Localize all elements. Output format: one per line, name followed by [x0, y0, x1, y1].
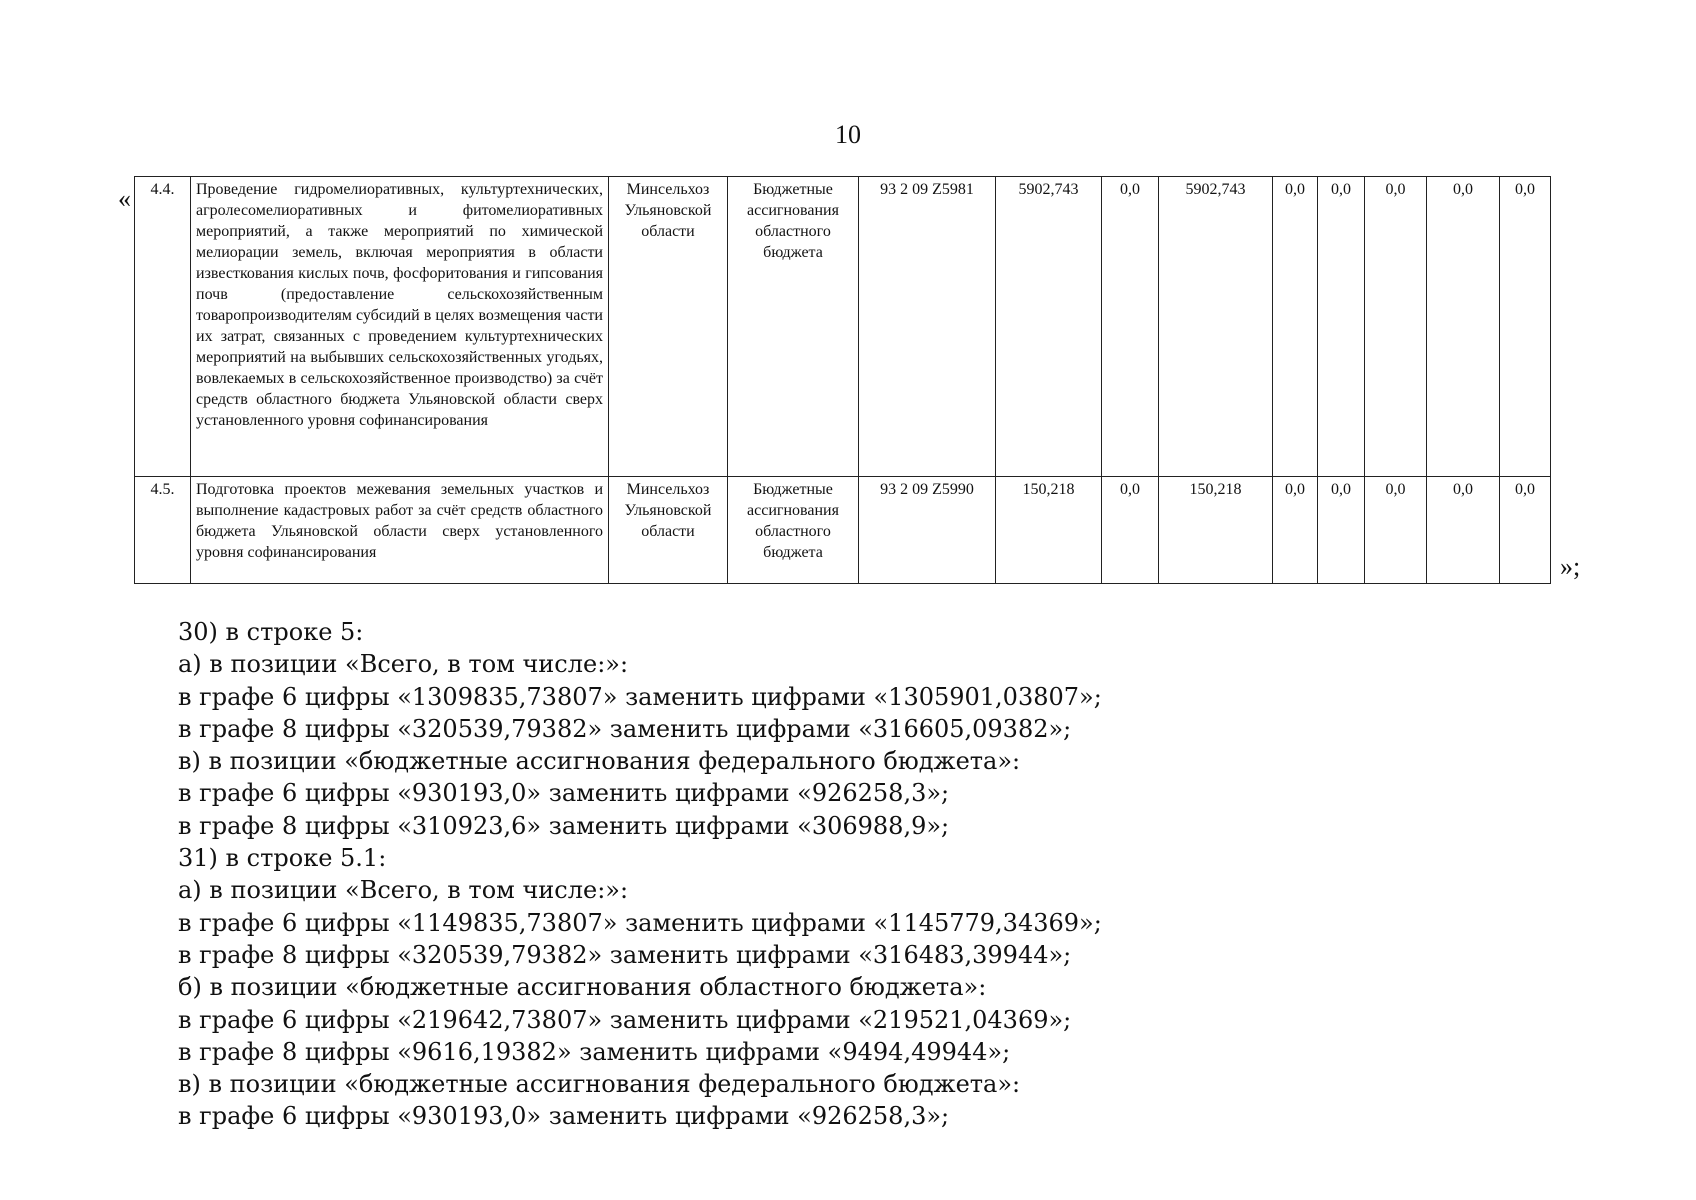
row-funding-source: Бюджетные ассигнования областного бюджета	[728, 477, 859, 584]
row-number: 4.5.	[135, 477, 191, 584]
text-line: в графе 6 цифры «930193,0» заменить цифрами «926258,3»;	[178, 779, 950, 808]
budget-table	[134, 176, 1551, 584]
text-line: в графе 6 цифры «1149835,73807» заменить цифрами «1145779,34369»;	[178, 908, 1102, 937]
row-value: 0,0	[1500, 177, 1551, 477]
text-line: в графе 8 цифры «9616,19382» заменить цифрами «9494,49944»;	[178, 1037, 1011, 1066]
row-value: 0,0	[1365, 177, 1427, 477]
text-line: в) в позиции «бюджетные ассигнования федерального бюджета»:	[178, 747, 1021, 776]
text-line: в графе 6 цифры «219642,73807» заменить цифрами «219521,04369»;	[178, 1005, 1072, 1034]
text-line: в графе 8 цифры «320539,79382» заменить цифрами «316605,09382»;	[178, 714, 1072, 743]
row-value: 0,0	[1102, 477, 1159, 584]
row-number: 4.4.	[135, 177, 191, 477]
row-value: 0,0	[1427, 477, 1500, 584]
text-line: в) в позиции «бюджетные ассигнования федерального бюджета»:	[178, 1070, 1021, 1099]
row-value: 0,0	[1500, 477, 1551, 584]
text-line: б) в позиции «бюджетные ассигнования областного бюджета»:	[178, 973, 987, 1002]
text-line: в графе 6 цифры «930193,0» заменить цифрами «926258,3»;	[178, 1102, 950, 1131]
text-line: 31) в строке 5.1:	[178, 844, 387, 873]
row-value: 0,0	[1102, 177, 1159, 477]
text-line: в графе 6 цифры «1309835,73807» заменить цифрами «1305901,03807»;	[178, 682, 1102, 711]
amendment-text	[178, 616, 1478, 1133]
row-total: 150,218	[996, 477, 1102, 584]
row-total: 5902,743	[996, 177, 1102, 477]
page-number: 10	[835, 120, 861, 149]
text-line: а) в позиции «Всего, в том числе:»:	[178, 650, 629, 679]
table-row	[135, 477, 1551, 584]
row-budget-code: 93 2 09 Z5981	[859, 177, 996, 477]
row-value: 5902,743	[1159, 177, 1273, 477]
row-value: 0,0	[1318, 177, 1365, 477]
row-description: Проведение гидромелиоративных, культуртехнических, агролесомелиоративных и фитомелиоративных мероприятий, а также мероприятий по химической мелиорации земель, включая мероприятия в области известкования кислых почв, фосфоритования и гипсования почв (предоставление сельскохозяйственным товаропроизводителям субсидий в целях возмещения части их затрат, связанных с проведением культуртехнических мероприятий на выбывших сельскохозяйственных угодьях, вовлекаемых в сельскохозяйственное производство) за счёт средств областного бюджета Ульяновской области сверх установленного уровня софинансирования	[191, 177, 609, 477]
row-budget-code: 93 2 09 Z5990	[859, 477, 996, 584]
opening-quote: «	[118, 184, 131, 213]
row-executor: Минсельхоз Ульяновской области	[609, 477, 728, 584]
row-value: 150,218	[1159, 477, 1273, 584]
row-funding-source: Бюджетные ассигнования областного бюджета	[728, 177, 859, 477]
closing-quote: »;	[1560, 552, 1581, 581]
row-value: 0,0	[1365, 477, 1427, 584]
text-line: 30) в строке 5:	[178, 618, 364, 646]
row-value: 0,0	[1273, 177, 1318, 477]
text-line: а) в позиции «Всего, в том числе:»:	[178, 876, 629, 905]
row-executor: Минсельхоз Ульяновской области	[609, 177, 728, 477]
table-row	[135, 177, 1551, 477]
row-value: 0,0	[1273, 477, 1318, 584]
row-description: Подготовка проектов межевания земельных участков и выполнение кадастровых работ за счёт средств областного бюджета Ульяновской области сверх установленного уровня софинансирования	[191, 477, 609, 584]
row-value: 0,0	[1318, 477, 1365, 584]
text-line: в графе 8 цифры «320539,79382» заменить цифрами «316483,39944»;	[178, 940, 1072, 969]
text-line: в графе 8 цифры «310923,6» заменить цифрами «306988,9»;	[178, 811, 950, 840]
row-value: 0,0	[1427, 177, 1500, 477]
